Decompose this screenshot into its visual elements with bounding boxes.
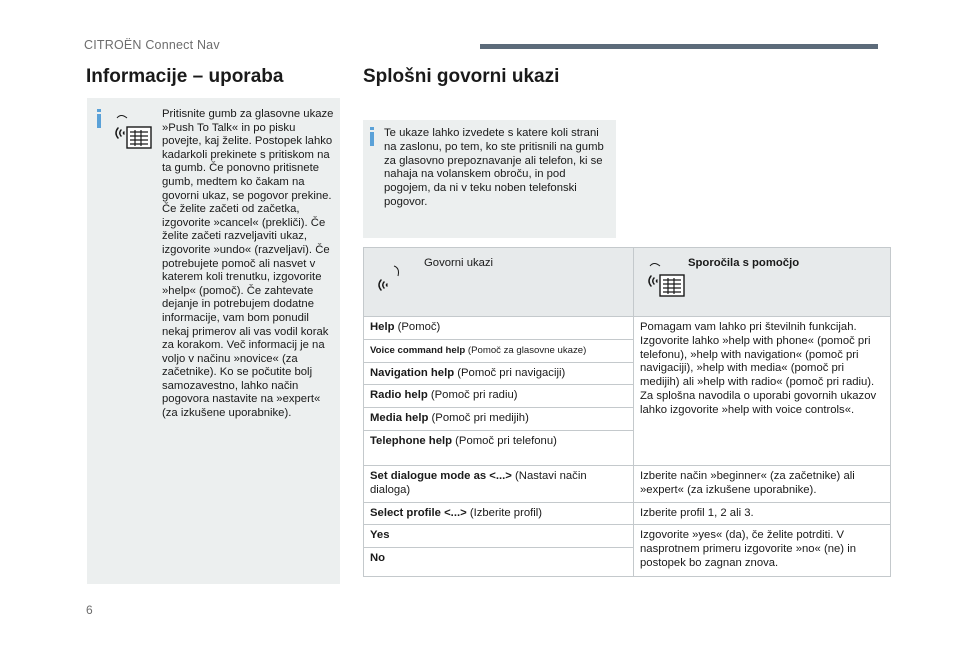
command-cell — [364, 317, 634, 340]
right-section-title: Splošni govorni ukazi — [363, 66, 560, 87]
command-desc: (Izberite profil) — [466, 506, 543, 519]
table-row — [364, 502, 891, 525]
command-cell — [364, 525, 634, 548]
response-cell: Izgovorite »yes« (da), če želite potrditi. V nasprotnem primeru izgovorite »no« (ne) in postopek bo zagnan znova. — [634, 525, 891, 577]
command-cell — [364, 465, 634, 502]
command-desc: (Pomoč pri radiu) — [427, 389, 518, 402]
voice-command-icon — [111, 114, 155, 160]
left-section-title: Informacije – uporaba — [86, 66, 284, 87]
page-number: 6 — [86, 603, 93, 617]
command-name: Media help — [370, 412, 429, 425]
table-header-cell — [634, 248, 891, 317]
command-name: Radio help — [370, 389, 428, 402]
header-brand: CITROËN Connect Nav — [84, 38, 220, 52]
command-cell — [364, 502, 634, 525]
steering-control-button-icon — [660, 275, 684, 296]
info-text: Pritisnite gumb za glasovne ukaze »Push To Talk« in po pisku povejte, kaj želite. Postopek lahko kadarkoli prekinete s pritiskom na ta gumb. Če ponovno pritisnete gumb, medtem ko čakam na govorni ukaz, se pogovor prekine. Če želite začeti od začetka, izgovorite »cancel« (prekliči). Če želite začeti razveljaviti ukaz, izgovorite »undo« (razveljavi). Če potrebujete pomoč ali nasvet v katerem koli trenutku, izgovorite »help« (pomoč). Če zahtevate dejanje in potrebujem dodatne informacije, vam bom ponudil nekaj primerov ali vas vodil korak za korakom. Več informacij je na voljo v načinu »novice« (za začetnike). Ko se počutite bolj samozavestno, lahko način pogovora nastavite na »expert« (za izkušene uporabnike). — [162, 108, 334, 420]
column-header-commands: Govorni ukazi — [424, 257, 494, 269]
command-cell — [364, 430, 634, 465]
command-desc: (Pomoč) — [394, 321, 441, 333]
table-row — [364, 465, 891, 502]
table-row — [364, 317, 891, 340]
command-desc: (Nastavi način dialoga) — [370, 469, 587, 496]
command-name: Navigation help — [370, 366, 455, 379]
info-icon — [97, 114, 101, 128]
command-cell — [364, 385, 634, 408]
header-bar — [480, 44, 878, 49]
response-cell: Izberite profil 1, 2 ali 3. — [634, 502, 891, 525]
table-row — [364, 525, 891, 548]
command-name: Set dialogue mode as <...> — [370, 469, 512, 482]
command-name: Select profile <...> — [370, 506, 467, 519]
command-desc: (Pomoč pri telefonu) — [452, 434, 557, 447]
steering-control-button-icon — [127, 127, 151, 148]
commands-note — [363, 120, 616, 238]
voice-command-icon — [644, 262, 688, 308]
command-name: No — [370, 552, 386, 565]
command-name: Yes — [370, 529, 390, 542]
command-cell — [364, 362, 634, 385]
command-cell — [364, 548, 634, 577]
info-icon — [370, 132, 374, 146]
info-panel — [87, 98, 340, 584]
table-header-row — [364, 248, 891, 317]
response-cell: Izberite način »beginner« (za začetnike) ali »expert« (za izkušene uporabnike). — [634, 465, 891, 502]
command-name: Voice command help — [370, 344, 466, 356]
speech-waves-icon — [374, 262, 418, 308]
command-desc: (Pomoč pri navigaciji) — [454, 366, 566, 379]
command-name: Help — [370, 321, 395, 333]
speech-waves-icon — [116, 128, 124, 138]
commands-note-text: Te ukaze lahko izvedete s katere koli strani na zaslonu, po tem, ko ste pritisnili na gumb za glasovno prepoznavanje ali telefon, ki se nahaja na volanskem obroču, in pod pogojem, da ni v teku noben telefonski pogovor. — [384, 127, 604, 208]
command-cell — [364, 408, 634, 431]
command-cell — [364, 339, 634, 362]
table-header-cell — [364, 248, 634, 317]
voice-commands-table — [363, 247, 891, 577]
column-header-messages: Sporočila s pomočjo — [688, 257, 800, 269]
command-desc: (Pomoč za glasovne ukaze) — [465, 344, 587, 356]
command-desc: (Pomoč pri medijih) — [428, 412, 529, 425]
command-name: Telephone help — [370, 434, 453, 447]
response-cell: Pomagam vam lahko pri številnih funkcijah. Izgovorite lahko »help with phone« (pomoč pri telefonu), »help with navigation« (pomoč pri navigaciji), »help with media« (pomoč pri medijih) ali »help with radio« (pomoč pri radiu). Za splošna navodila o uporabi govornih ukazov lahko izgovorite »help with voice controls«. — [634, 317, 891, 466]
